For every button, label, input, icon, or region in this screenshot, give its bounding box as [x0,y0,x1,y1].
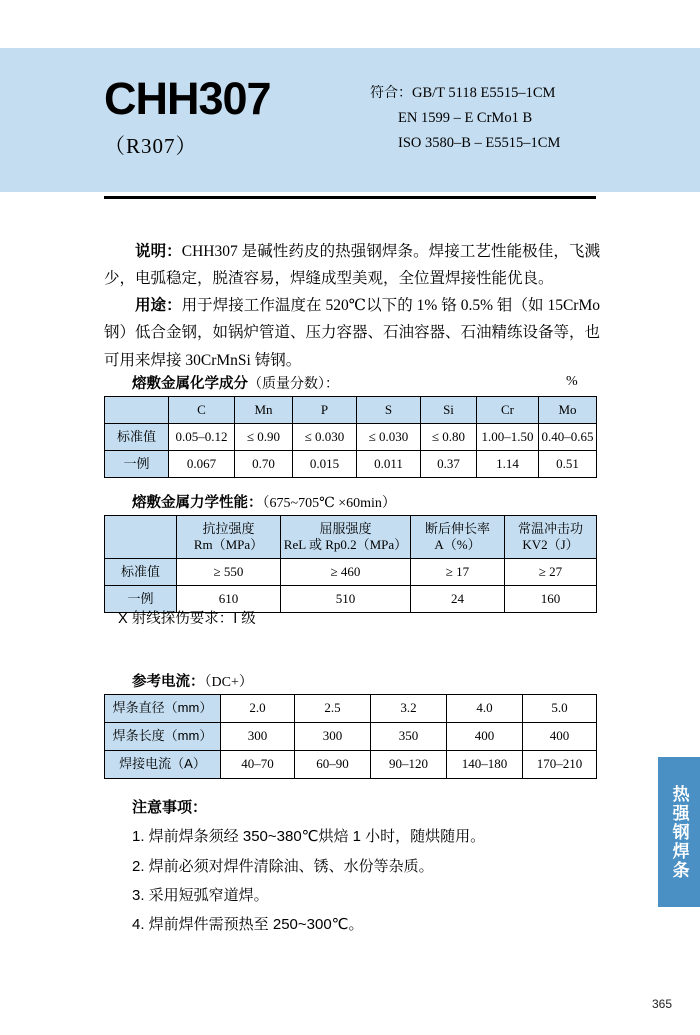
chem-row0-s: ≤ 0.030 [357,424,421,451]
xray-requirement: X 射线探伤要求：I 级 [118,611,256,627]
standard-value-3: ISO 3580–B – E5515–1CM [398,135,561,152]
mech-col-0 [105,516,177,559]
current-row0-v0: 2.0 [221,695,295,723]
chem-row0-si: ≤ 0.80 [421,424,477,451]
notes-title: 注意事项： [132,799,208,816]
current-row2-v2: 90–120 [371,751,447,779]
table-row [105,723,597,751]
table-row [105,751,597,779]
notes-list [132,822,485,939]
description-text: CHH307 是碱性药皮的热强钢焊条。焊接工艺性能极佳，飞溅少，电弧稳定，脱渣容易，焊缝成型美观，全位置焊接性能优良。 [104,243,600,288]
current-row2-label: 焊接电流（A） [105,751,221,779]
mech-col-elong [411,516,505,559]
mech-caption-bold: 熔敷金属力学性能： [132,495,263,511]
usage-text: 用于焊接工作温度在 520℃以下的 1% 铬 0.5% 钼（如 15CrMo 钢）低合金钢，如锅炉管道、压力容器、石油容器、石油精练设备等，也可用来焊接 30CrMnSi 铸钢。 [104,297,601,369]
mech-col-yield-line1: 屈服强度 [319,520,372,536]
section-side-tab [658,757,700,907]
mech-col-elong-line1: 断后伸长率 [424,520,490,536]
mechanical-properties-table [104,515,597,613]
mech-row1-yield: 510 [281,586,411,613]
chem-col-si: Si [421,397,477,424]
current-row2-v4: 170–210 [523,751,597,779]
mech-row0-tensile: ≥ 550 [177,559,281,586]
standard-value-2: EN 1599 – E CrMo1 B [398,110,533,127]
table-row [105,559,597,586]
mech-col-tensile [177,516,281,559]
standard-line-3 [370,131,640,156]
chem-col-s: S [357,397,421,424]
current-row0-label: 焊条直径（mm） [105,695,221,723]
current-row2-v0: 40–70 [221,751,295,779]
list-item: 3. 采用短弧窄道焊。 [132,886,269,904]
mech-row1-label: 一例 [105,586,177,613]
chem-col-0 [105,397,169,424]
page-number: 365 [651,997,672,1011]
mech-row0-yield: ≥ 460 [281,559,411,586]
chem-row0-p: ≤ 0.030 [293,424,357,451]
mech-caption-rest: （675~705℃ ×60min） [262,496,396,511]
chem-caption [132,372,339,393]
chem-row1-mo: 0.51 [539,451,597,478]
chem-col-c: C [169,397,235,424]
mech-col-impact [505,516,597,559]
chem-unit: % [566,374,578,389]
current-caption [132,670,253,691]
chem-row1-p: 0.015 [293,451,357,478]
current-row0-v1: 2.5 [295,695,371,723]
standard-line-1 [370,80,640,106]
chem-col-mn: Mn [235,397,293,424]
chem-row0-mo: 0.40–0.65 [539,424,597,451]
table-row [105,516,597,559]
header-divider-rule [104,196,596,199]
mech-col-yield-line2: ReL 或 Rp0.2（MPa） [283,537,408,552]
current-row1-label: 焊条长度（mm） [105,723,221,751]
chem-row0-c: 0.05–0.12 [169,424,235,451]
table-row [105,695,597,723]
list-item: 2. 焊前必须对焊件清除油、锈、水份等杂质。 [132,857,434,875]
chem-row0-cr: 1.00–1.50 [477,424,539,451]
mech-col-yield [281,516,411,559]
usage-label: 用途： [135,297,182,315]
mech-col-tensile-line1: 抗拉强度 [202,520,255,536]
current-row0-v2: 3.2 [371,695,447,723]
standard-value-1: GB/T 5118 E5515–1CM [412,85,556,101]
mech-row1-elong: 24 [411,586,505,613]
mech-row0-elong: ≥ 17 [411,559,505,586]
chem-row1-label: 一例 [105,451,169,478]
current-row0-v3: 4.0 [447,695,523,723]
current-row1-v0: 300 [221,723,295,751]
mech-col-tensile-line2: Rm（MPa） [193,537,264,552]
mech-col-elong-line2: A（%） [434,537,481,552]
standard-line-2 [370,106,640,131]
current-row2-v3: 140–180 [447,751,523,779]
table-row [105,424,597,451]
product-title: CHH307 [104,73,271,124]
chem-col-cr: Cr [477,397,539,424]
description-paragraph [104,238,600,292]
chem-row1-cr: 1.14 [477,451,539,478]
mech-row0-label: 标准值 [105,559,177,586]
chem-row0-mn: ≤ 0.90 [235,424,293,451]
chem-row1-s: 0.011 [357,451,421,478]
current-row1-v4: 400 [523,723,597,751]
mech-row1-impact: 160 [505,586,597,613]
current-row1-v2: 350 [371,723,447,751]
mech-caption [132,491,396,512]
chem-caption-bold: 熔敷金属化学成分 [132,376,248,392]
chem-row1-c: 0.067 [169,451,235,478]
chemical-composition-table [104,396,597,478]
chem-row1-mn: 0.70 [235,451,293,478]
mech-col-impact-line1: 常温冲击功 [517,520,583,536]
description-block [104,238,600,374]
standards-prefix: 符合： [370,84,412,100]
current-row2-v1: 60–90 [295,751,371,779]
current-caption-bold: 参考电流： [132,674,205,690]
current-row1-v1: 300 [295,723,371,751]
table-row [105,451,597,478]
list-item: 4. 焊前焊件需预热至 250~300℃。 [132,916,364,933]
current-row1-v3: 400 [447,723,523,751]
header-content [0,48,700,192]
usage-paragraph [104,292,600,373]
reference-current-table [104,694,597,779]
chem-col-mo: Mo [539,397,597,424]
mech-row1-tensile: 610 [177,586,281,613]
product-subtitle: （R307） [104,134,198,158]
mech-col-impact-line2: KV2（J） [522,537,579,552]
section-side-tab-label: 热强钢焊条 [669,784,689,880]
standards-list [370,80,640,156]
current-row0-v4: 5.0 [523,695,597,723]
chem-row0-label: 标准值 [105,424,169,451]
notes-block [132,793,485,939]
chem-col-p: P [293,397,357,424]
table-row [105,397,597,424]
description-label: 说明： [135,243,182,260]
chem-caption-rest: （质量分数）： [248,377,339,392]
mech-row0-impact: ≥ 27 [505,559,597,586]
current-caption-rest: （DC+） [204,675,253,690]
chem-row1-si: 0.37 [421,451,477,478]
list-item: 1. 焊前焊条须经 350~380℃烘焙 1 小时，随烘随用。 [132,828,486,846]
